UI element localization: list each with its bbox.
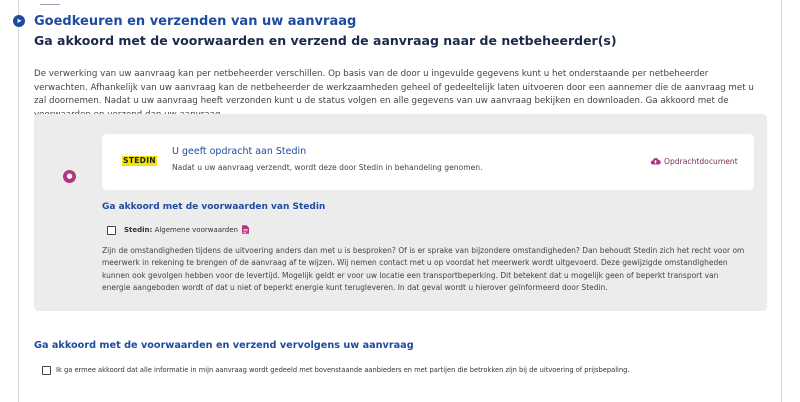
step-subtitle: Ga akkoord met de voorwaarden en verzend de aanvraag naar de netbeheerder(s) [34,33,617,48]
step-title: Goedkeuren en verzenden van uw aanvraag [34,14,357,29]
intro-text: De verwerking van uw aanvraag kan per netbeheerder verschillen. Op basis van de door u ingevulde gegevens kunt u het onderstaande per netbeheerder verwachten. Afhankelijk van uw aanvraag kan de netbeheerder de werkzaamheden geheel of gedeeltelijk laten uitvoeren door een aannemer die de aanvraag met u zal doornemen. Nadat u uw aanvraag heeft verzonden kunt u de status volgen en alle gegevens van uw aanvraag bekijken en downloaden. Ga akkoord met de [34,69,754,107]
final-consent-checkbox[interactable] [42,366,51,375]
final-consent-label: Ik ga ermee akkoord dat alle informatie in mijn aanvraag wordt gedeeld met bovenstaande aanbieders en met partijen die betrokken zijn bij de uitvoering of prijsbepaling. [56,366,630,374]
supplier-description: Nadat u uw aanvraag verzendt, wordt deze door Stedin in behandeling genomen. [172,163,483,172]
terms-details: Zijn de omstandigheden tijdens de uitvoering anders dan met u is besproken? Of is er sprake van bijzondere omstandigheden? Dan behoudt Stedin zich het recht voor om meerwerk in rekening te brengen of de aanvraag af te wijzen. Wij nemen contact met u op voordat het meerwerk wordt uitgevoerd. Deze gewijzigde omstandigheden kunnen ook gevolgen hebben voor de levertijd. Mogelijk geldt er voor uw locatie een transportbeperking. Dit betekent dat u mogelijk geen of beperkt transport van energie aangeboden wordt of dat u niet of beperkt energie kunt terugleveren. In dat geval wordt u hierover geïnformeerd door Stedin. [102,246,745,293]
terms-heading: Ga akkoord met de voorwaarden van Stedin [102,202,326,212]
order-document-label: Opdrachtdocument [664,156,738,166]
terms-checkbox[interactable] [107,226,116,235]
previous-step-connector [40,0,60,5]
document-icon[interactable] [242,225,249,234]
content-right-border [781,0,782,402]
step-progress-line [18,0,19,402]
terms-company-name: Stedin: [124,225,153,234]
final-heading: Ga akkoord met de voorwaarden en verzend vervolgens uw aanvraag [34,340,414,351]
order-document-button[interactable] [650,153,738,169]
step-arrow-icon: ➤ [13,15,25,27]
terms-checkbox-label [124,225,249,234]
drop-icon: ● [63,170,76,183]
stedin-logo: STEDIN [123,156,156,165]
cloud-upload-icon [650,157,661,165]
supplier-card [102,134,754,190]
supplier-title: U geeft opdracht aan Stedin [172,146,307,157]
terms-link-text: Algemene voorwaarden [154,225,238,234]
